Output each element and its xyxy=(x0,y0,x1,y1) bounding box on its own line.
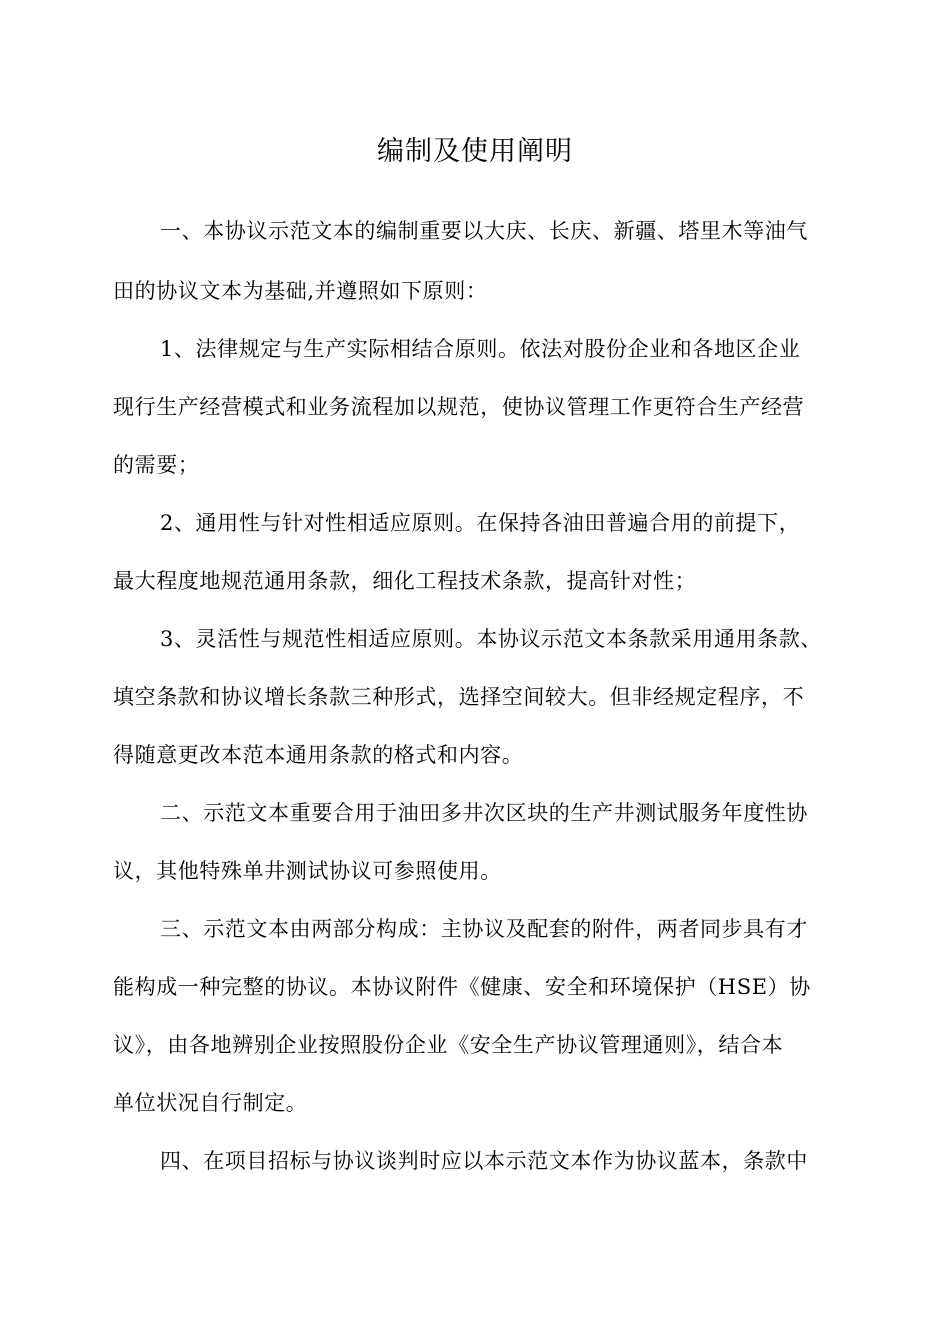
paragraph-line: 能构成一种完整的协议。本协议附件《健康、安全和环境保护（HSE）协 xyxy=(113,975,811,999)
paragraph-line: 1、法律规定与生产实际相结合原则。依法对股份企业和各地区企业 xyxy=(160,337,801,361)
paragraph-line: 现行生产经营模式和业务流程加以规范，使协议管理工作更符合生产经营 xyxy=(113,395,805,419)
paragraph-line: 填空条款和协议增长条款三种形式，选择空间较大。但非经规定程序，不 xyxy=(113,685,805,709)
paragraph-line: 2、通用性与针对性相适应原则。在保持各油田普遍合用的前提下， xyxy=(160,511,801,535)
paragraph-line: 一、本协议示范文本的编制重要以大庆、长庆、新疆、塔里木等油气 xyxy=(160,219,808,243)
paragraph-line: 议》，由各地辨别企业按照股份企业《安全生产协议管理通则》，结合本 xyxy=(113,1033,784,1057)
paragraph-line: 得随意更改本范本通用条款的格式和内容。 xyxy=(113,743,524,767)
page-title: 编制及使用阐明 xyxy=(377,136,573,167)
paragraph-line: 三、示范文本由两部分构成：主协议及配套的附件，两者同步具有才 xyxy=(160,917,808,941)
paragraph-line: 四、在项目招标与协议谈判时应以本示范文本作为协议蓝本，条款中 xyxy=(160,1149,808,1173)
paragraph-line: 议，其他特殊单井测试协议可参照使用。 xyxy=(113,859,502,883)
paragraph-line: 最大程度地规范通用条款，细化工程技术条款，提高针对性； xyxy=(113,569,697,593)
paragraph-line: 单位状况自行制定。 xyxy=(113,1091,308,1115)
paragraph-line: 的需要； xyxy=(113,453,200,477)
paragraph-line: 田的协议文本为基础,并遵照如下原则： xyxy=(113,279,488,303)
paragraph-line: 二、示范文本重要合用于油田多井次区块的生产井测试服务年度性协 xyxy=(160,801,808,825)
paragraph-line: 3、灵活性与规范性相适应原则。本协议示范文本条款采用通用条款、 xyxy=(160,627,822,651)
